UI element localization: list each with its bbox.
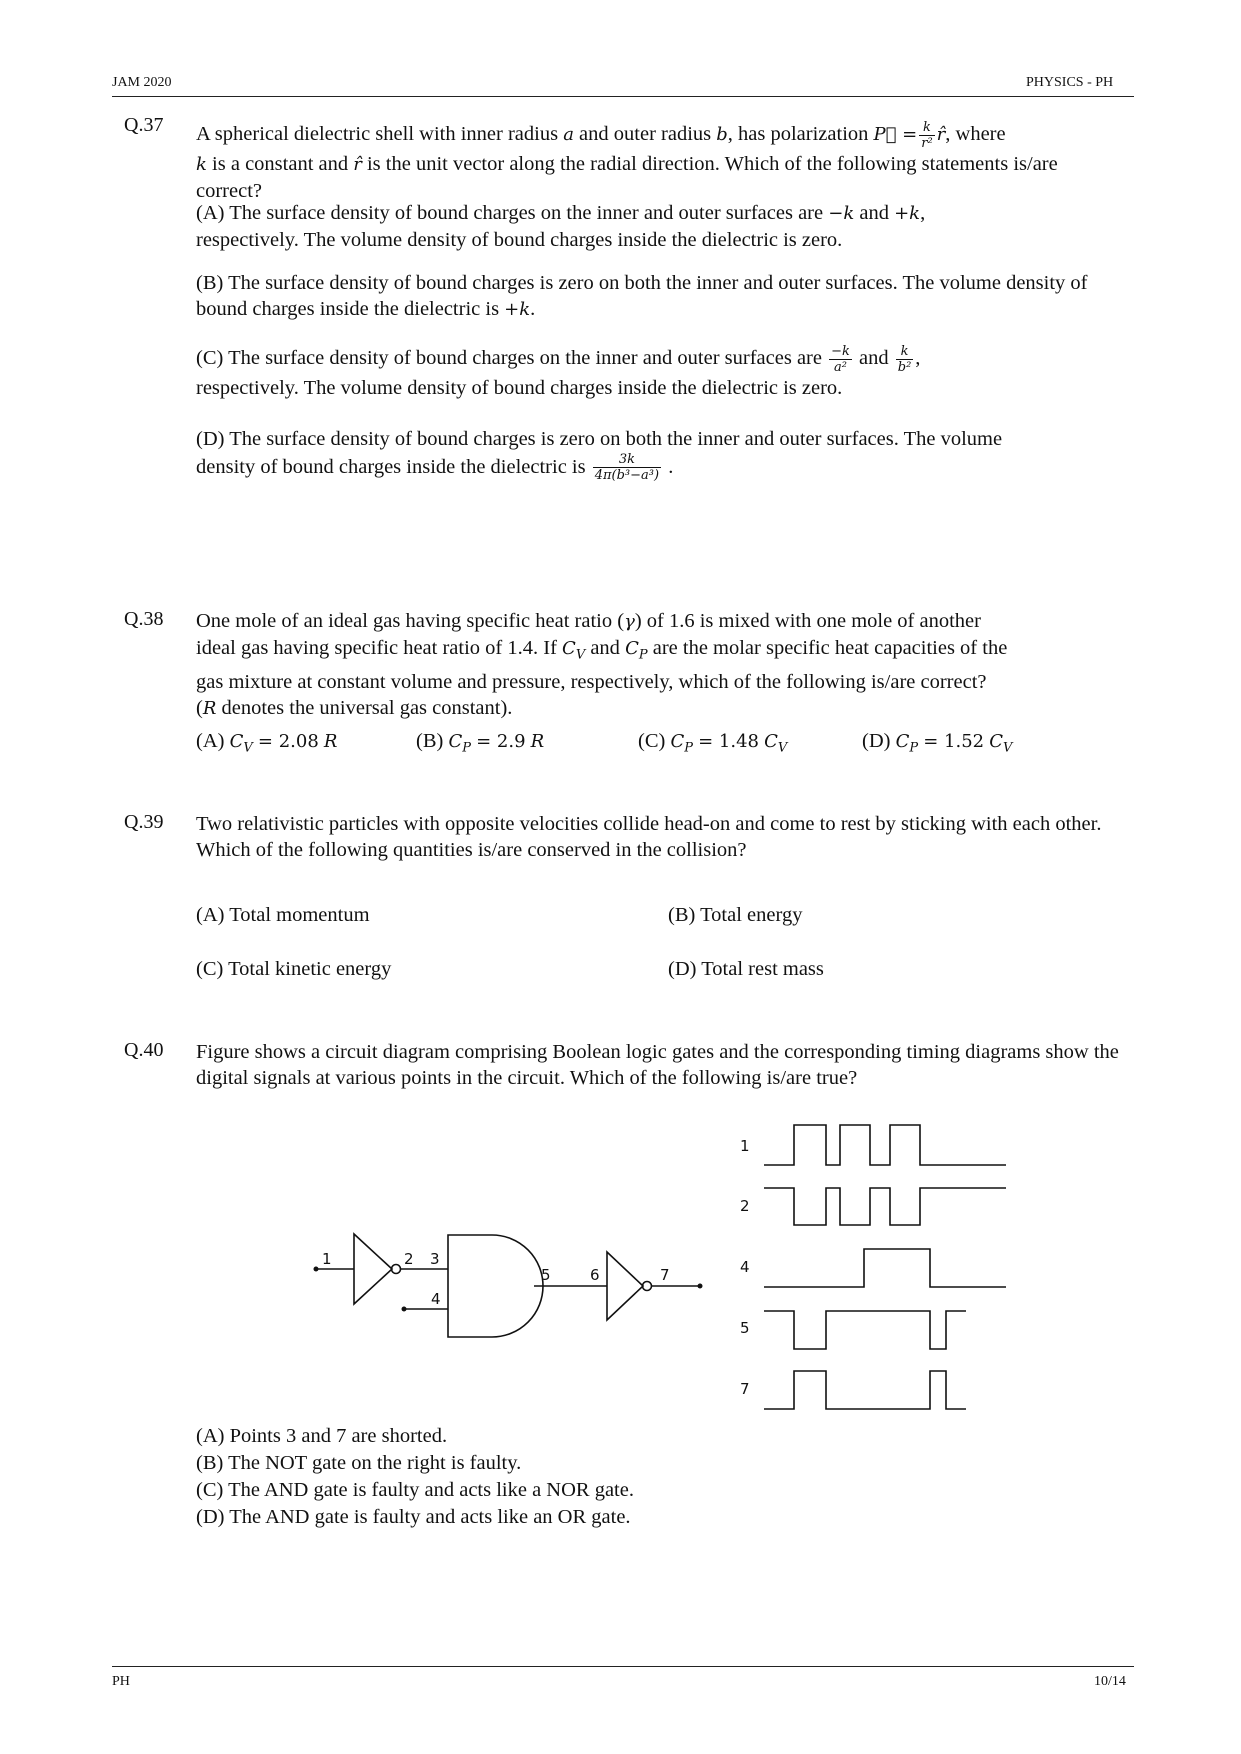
header-right: PHYSICS - PH <box>1026 75 1114 90</box>
q37-opt-b-m: +k <box>504 299 531 320</box>
q38-cp-c: C <box>625 638 639 659</box>
and-gate <box>448 1235 543 1337</box>
q38-line2-c: are the molar specific heat capacities of the <box>652 637 1008 659</box>
timing-signal-5 <box>764 1311 966 1349</box>
q37-option-d <box>196 426 1126 483</box>
output-terminal <box>698 1284 703 1289</box>
not-gate-left <box>354 1234 392 1304</box>
q37-opt-a-2: and <box>859 202 889 224</box>
q37-opt-c-f2-den: b² <box>897 360 912 375</box>
q38-opt-b-sym <box>448 731 471 756</box>
q37-stem-2: and outer radius <box>579 123 712 146</box>
q38-cp <box>625 638 648 663</box>
q37-option-b <box>196 270 1126 323</box>
q38-opt-a-expr: = 2.08 <box>257 731 319 752</box>
q38-opt-c-expr: = 1.48 <box>698 731 759 752</box>
q37-opt-c-comma: , <box>915 347 921 370</box>
q38-opt-d-sym2 <box>989 731 1013 756</box>
q37-number: Q.37 <box>124 114 164 136</box>
q37-opt-a-1: (A) The surface density of bound charges on the inner and outer surfaces are <box>196 202 824 224</box>
q39-number: Q.39 <box>124 811 164 833</box>
q39-option-b: (B) Total energy <box>668 904 803 926</box>
circuit-label-5: 5 <box>541 1266 551 1284</box>
q38-opt-c-sub2: V <box>777 740 788 756</box>
timing-signal-4 <box>764 1249 1006 1287</box>
circuit-label-4: 4 <box>431 1290 441 1308</box>
q39-option-d: (D) Total rest mass <box>668 958 824 980</box>
q37-opt-a-m2: +k <box>894 203 921 224</box>
q37-sym-b: b <box>716 124 728 146</box>
q38-opt-c-sym2 <box>764 731 788 756</box>
q38-opt-c-c2: C <box>764 731 778 752</box>
q38-option-c <box>638 730 787 756</box>
q38-opt-b-expr: = 2.9 <box>476 731 526 752</box>
q38-opt-d-sub2: V <box>1003 740 1013 756</box>
q38-opt-a-c: C <box>229 731 244 752</box>
q40-option-b: (B) The NOT gate on the right is faulty. <box>196 1452 522 1474</box>
q38-option-b <box>416 730 544 756</box>
q38-opt-a-r: R <box>323 731 338 752</box>
q37-opt-c-f1-num: −k <box>831 344 850 359</box>
q37-opt-d-f-num: 3k <box>593 452 661 468</box>
q38-opt-b-c: C <box>448 731 463 752</box>
q38-opt-c-sym <box>670 731 693 756</box>
q37-opt-c-frac-1 <box>829 344 852 375</box>
q37-r-hat: r̂ <box>936 124 946 146</box>
timing-signal-2 <box>764 1188 1006 1225</box>
input-terminal <box>314 1267 319 1272</box>
q37-p-vector: P⃗ = <box>873 124 918 146</box>
q37-opt-a-4: respectively. The volume density of bound charges inside the dielectric is zero. <box>196 229 843 251</box>
timing-label-2: 2 <box>740 1197 750 1215</box>
q38-opt-b-r: R <box>530 731 545 752</box>
q38-opt-d-sub: P <box>909 740 919 756</box>
q39-option-a: (A) Total momentum <box>196 904 370 926</box>
q37-opt-c-f1-den: a² <box>834 360 847 375</box>
q37-opt-c-2: respectively. The volume density of bound charges inside the dielectric is zero. <box>196 377 843 399</box>
circuit-label-7: 7 <box>660 1266 670 1284</box>
q37-stem-1: A spherical dielectric shell with inner radius <box>196 123 559 146</box>
header-left: JAM 2020 <box>112 75 172 90</box>
input4-terminal <box>402 1307 407 1312</box>
q38-line4-b: denotes the universal gas constant). <box>221 696 513 719</box>
circuit-diagram <box>300 1210 720 1370</box>
q38-cv <box>562 638 586 663</box>
timing-signal-7 <box>764 1371 966 1409</box>
q38-line2-a: ideal gas having specific heat ratio of 1.4. If <box>196 637 557 659</box>
q38-opt-a-sub: V <box>243 740 253 756</box>
q37-opt-d-frac <box>593 452 661 483</box>
q38-opt-d-c2: C <box>989 731 1004 752</box>
circuit-label-2: 2 <box>404 1250 414 1268</box>
q38-cp-sub: P <box>638 647 648 663</box>
header-rule <box>112 96 1134 97</box>
q39-stem: Two relativistic particles with opposite velocities collide head-on and come to rest by sticking with each other. Which of the following quantities is/are conserved in the collision? <box>196 813 1102 861</box>
q37-frac-num: k <box>919 120 934 136</box>
q37-opt-c-f2-num: k <box>896 344 914 360</box>
q37-opt-c-frac-2 <box>896 344 914 375</box>
q38-opt-b-sub: P <box>462 740 471 756</box>
q39-option-c: (C) Total kinetic energy <box>196 958 392 980</box>
q40-option-c: (C) The AND gate is faulty and acts like a NOR gate. <box>196 1479 634 1501</box>
q38-opt-a-sym <box>229 731 253 756</box>
q37-opt-d-1: (D) The surface density of bound charges is zero on both the inner and outer surfaces. The volume <box>196 428 1003 450</box>
q38-option-d <box>862 730 1012 756</box>
timing-label-4: 4 <box>740 1258 750 1276</box>
q37-stem-5: is a constant and <box>212 153 349 175</box>
q37-opt-a-m1: −k <box>828 203 855 224</box>
q37-sym-a: a <box>563 124 574 146</box>
q40-number: Q.40 <box>124 1039 164 1061</box>
timing-label-7: 7 <box>740 1380 750 1398</box>
q37-option-c <box>196 344 1126 401</box>
q38-line3: gas mixture at constant volume and pressure, respectively, which of the following is/are correct? <box>196 670 987 693</box>
q38-line2-b: and <box>590 637 620 659</box>
q40-option-d: (D) The AND gate is faulty and acts like an OR gate. <box>196 1506 631 1528</box>
timing-label-5: 5 <box>740 1319 750 1337</box>
q37-opt-b-2: . <box>530 298 536 320</box>
q37-r-hat-2: r̂ <box>353 154 362 175</box>
q38-gamma: γ <box>624 611 635 632</box>
q37-stem-6: is the unit vector along the radial direction. Which of the following statements is/are correct? <box>196 153 1058 202</box>
q38-opt-d-c: C <box>895 731 910 752</box>
q37-frac-den: r² <box>921 136 933 151</box>
q38-cv-c: C <box>562 638 576 659</box>
q38-line4-a: ( <box>196 696 203 719</box>
q37-opt-b-1: (B) The surface density of bound charges is zero on both the inner and outer surfaces. The volume density of bound charges inside the dielectric is <box>196 272 1088 320</box>
q38-opt-b-label: (B) <box>416 730 444 752</box>
q38-opt-d-expr: = 1.52 <box>923 731 985 752</box>
footer-right: 10/14 <box>1094 1674 1126 1689</box>
q38-opt-d-label: (D) <box>862 730 891 752</box>
q38-opt-d-sym <box>895 731 919 756</box>
q40-option-a: (A) Points 3 and 7 are shorted. <box>196 1425 448 1447</box>
q38-line1-a: One mole of an ideal gas having specific heat ratio ( <box>196 610 625 632</box>
timing-signal-1 <box>764 1125 1006 1165</box>
q38-r: R <box>202 697 217 719</box>
q37-stem-4: , where <box>945 123 1006 146</box>
q38-option-a <box>196 730 337 756</box>
q37-opt-c-and: and <box>859 347 889 370</box>
q37-sym-k: k <box>196 154 207 175</box>
q38-opt-a-label: (A) <box>196 730 225 752</box>
q37-opt-d-2: density of bound charges inside the dielectric is <box>196 456 586 478</box>
timing-label-1: 1 <box>740 1137 750 1155</box>
q37-stem-3: , has polarization <box>727 123 869 146</box>
q37-opt-a-3: , <box>920 202 926 224</box>
circuit-label-6: 6 <box>590 1266 600 1284</box>
q38-stem <box>196 608 1126 722</box>
circuit-label-1: 1 <box>322 1250 332 1268</box>
q37-opt-d-end: . <box>668 456 674 478</box>
q37-stem <box>196 120 1126 204</box>
q40-stem: Figure shows a circuit diagram comprising Boolean logic gates and the corresponding timing diagrams show the digital signals at various points in the circuit. Which of the following is/are true? <box>196 1041 1119 1089</box>
q38-cv-sub: V <box>575 647 586 663</box>
footer-rule <box>112 1666 1134 1667</box>
q38-opt-c-sub: P <box>684 740 693 756</box>
timing-diagram <box>740 1115 1020 1415</box>
q37-opt-c-1: (C) The surface density of bound charges on the inner and outer surfaces are <box>196 347 822 370</box>
q37-option-a <box>196 200 1126 253</box>
q37-opt-d-f-den: 4π(b³−a³) <box>594 468 660 483</box>
circuit-label-3: 3 <box>430 1250 440 1268</box>
not-gate-right <box>607 1252 643 1320</box>
footer-left: PH <box>112 1674 130 1689</box>
q37-polarization-fraction <box>919 120 934 151</box>
q38-opt-c-label: (C) <box>638 730 666 752</box>
q38-opt-c-c: C <box>670 731 685 752</box>
q38-line1-b: ) of 1.6 is mixed with one mole of another <box>634 610 981 632</box>
q38-number: Q.38 <box>124 608 164 630</box>
